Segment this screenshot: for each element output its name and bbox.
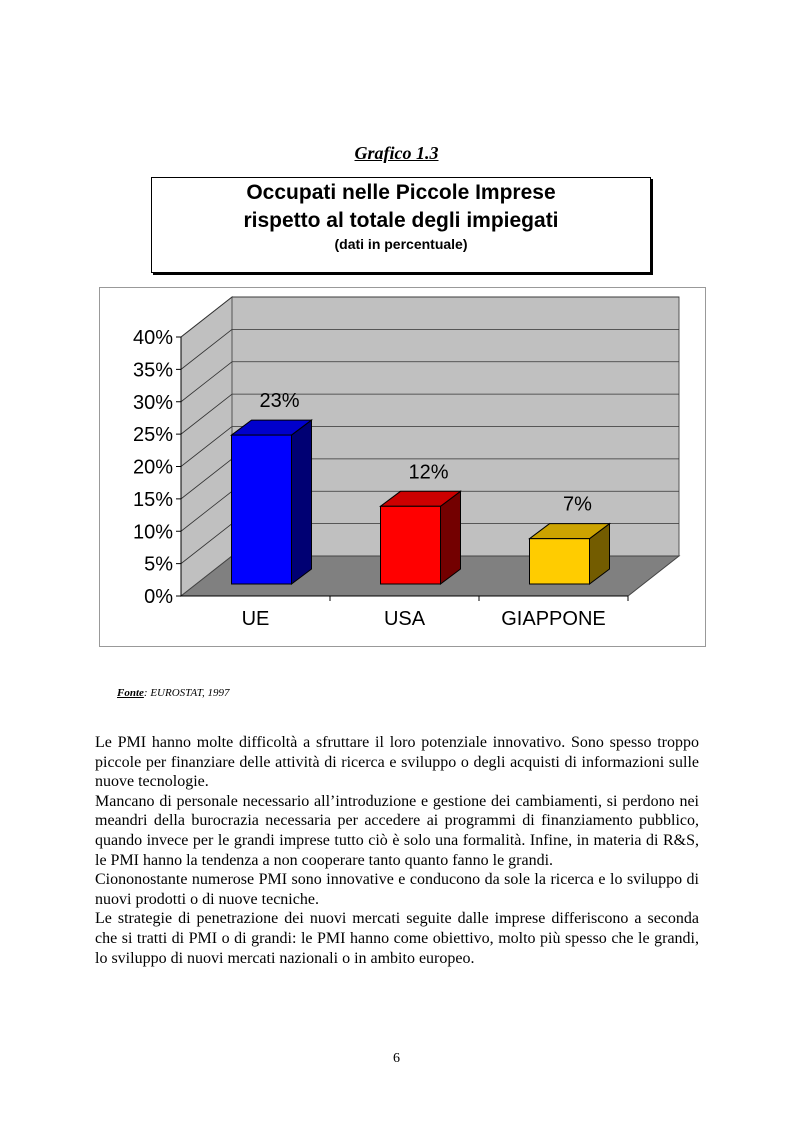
paragraph: Mancano di personale necessario all’introduzione e gestione dei cambiamenti, si perdono nei meandri della burocrazia necessaria per accedere ai programmi di finanziamento pubblico, quando invece per le grandi imprese tutto ciò è solo una formalità. Infine, in materia di R&S, le PMI hanno la tendenza a non cooperare tanto quanto fanno le grandi. — [95, 792, 699, 869]
x-tick-label: USA — [383, 608, 426, 630]
chart-subtitle: (dati in percentuale) — [334, 236, 468, 252]
y-tick-label: 0% — [144, 586, 173, 608]
bar-side-face — [292, 420, 312, 584]
paragraph: Ciononostante numerose PMI sono innovative e conducono da sole la ricerca e lo sviluppo di nuovi prodotti o di nuove tecniche. — [95, 871, 699, 908]
source-text: : EUROSTAT, 1997 — [143, 687, 230, 699]
y-tick-label: 40% — [132, 327, 173, 349]
paragraph: Le PMI hanno molte difficoltà a sfruttare il loro potenziale innovativo. Sono spesso troppo piccole per finanziare delle attività di ricerca e sviluppo o degli acquisti di informazioni sulle nuove tecnologie. — [95, 734, 699, 791]
bar-giappone — [530, 524, 610, 584]
y-tick-label: 35% — [132, 359, 173, 382]
y-tick-label: 10% — [132, 521, 173, 544]
bar-chart-svg — [100, 288, 705, 646]
paragraph: Le strategie di penetrazione dei nuovi mercati seguite dalle imprese differiscono a seconda che si tratti di PMI o di grandi: le PMI hanno come obiettivo, molto più spesso che le grandi, lo sviluppo di nuovi mercati nazionali o in ambito europeo. — [95, 910, 699, 967]
source-note — [117, 687, 230, 699]
chart-title-line-1: Occupati nelle Piccole Imprese — [246, 181, 556, 204]
chart-title-line-2: rispetto al totale degli impiegati — [243, 209, 559, 232]
bar-chart — [99, 287, 706, 647]
body-text — [95, 733, 699, 968]
chart-title-box — [151, 177, 651, 273]
bar-side-face — [441, 491, 461, 584]
bar-ue — [232, 420, 312, 584]
data-label: 12% — [408, 461, 449, 484]
y-tick-label: 20% — [132, 456, 173, 479]
bar-usa — [381, 491, 461, 584]
bar-front-face — [530, 539, 590, 584]
y-tick-label: 30% — [132, 391, 173, 414]
figure-label: Grafico 1.3 — [354, 143, 439, 163]
page-number: 6 — [393, 1051, 400, 1066]
bar-front-face — [232, 435, 292, 584]
data-label: 23% — [259, 390, 300, 413]
x-tick-label: GIAPPONE — [501, 608, 606, 630]
source-label: Fonte — [117, 687, 144, 699]
x-tick-label: UE — [241, 608, 270, 630]
y-tick-label: 25% — [132, 424, 173, 447]
bar-front-face — [381, 506, 441, 584]
y-tick-label: 5% — [144, 553, 173, 576]
y-tick-label: 15% — [132, 488, 173, 511]
data-label: 7% — [563, 493, 592, 516]
